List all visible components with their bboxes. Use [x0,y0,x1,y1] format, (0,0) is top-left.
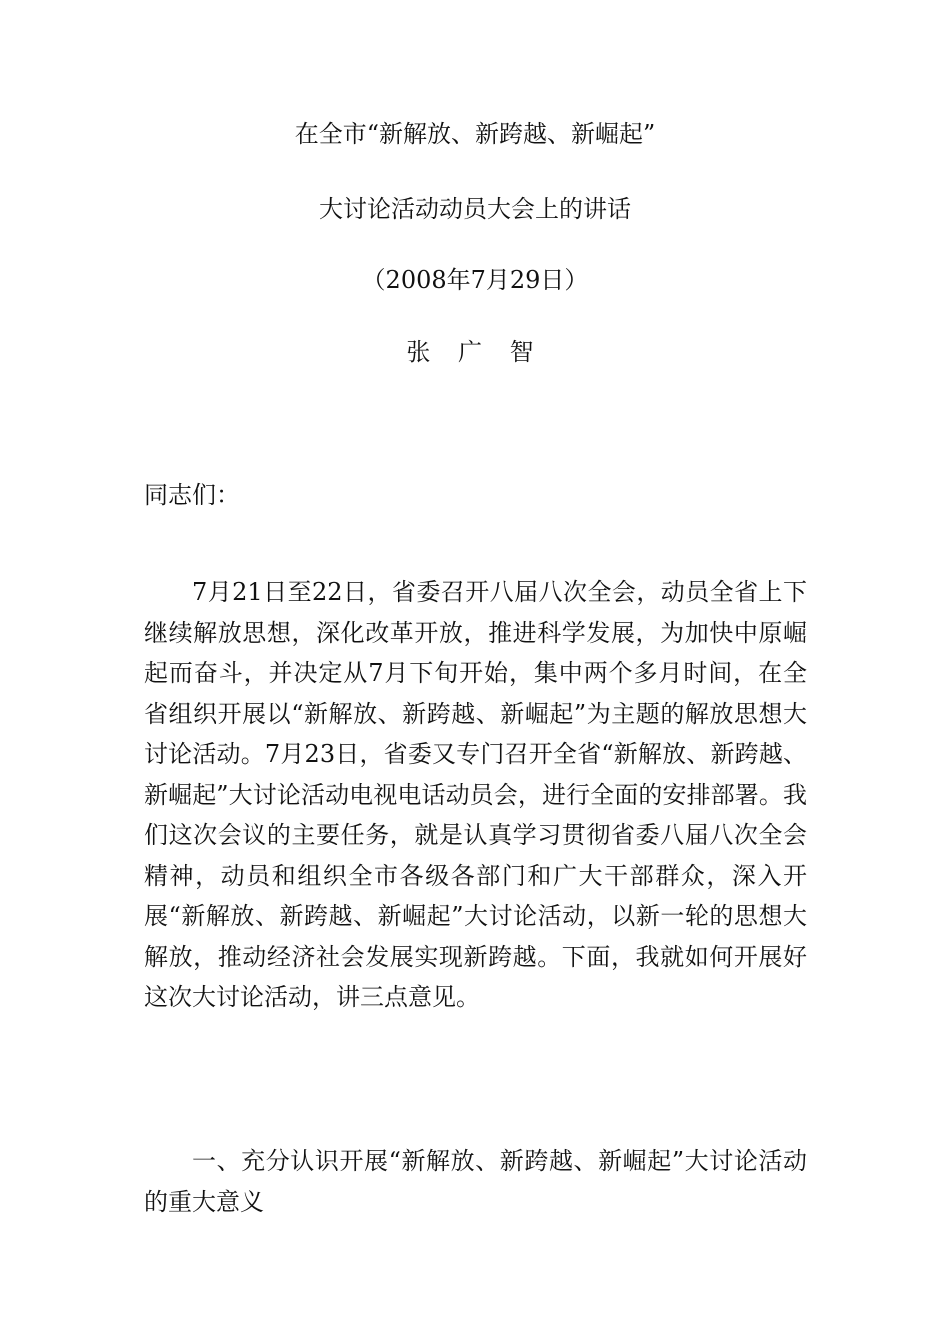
section-heading-1: 一、充分认识开展“新解放、新跨越、新崛起”大讨论活动的重大意义 [144,1147,807,1216]
body-paragraph-1: 7月21日至22日，省委召开八届八次全会，动员全省上下继续解放思想，深化改革开放，推进科学发展，为加快中原崛起而奋斗，并决定从7月下旬开始，集中两个多月时间，在全省组织开展以“新解放、新跨越、新崛起”为主题的解放思想大讨论活动。7月23日，省委又专门召开全省“新解放、新跨越、新崛起”大讨论活动电视电话动员会，进行全面的安排部署。我们这次会议的主要任务，就是认真学习贯彻省委八届八次全会精神，动员和组织全市各级各部门和广大干部群众，深入开展“新解放、新跨越、新崛起”大讨论活动，以新一轮的思想大解放，推动经济社会发展实现新跨越。下面，我就如何开展好这次大讨论活动，讲三点意见。 [144,578,807,1011]
speech-title-line-2: 大讨论活动动员大会上的讲话 [319,195,631,223]
speech-author: 张 广 智 [406,338,544,366]
speech-title-line-1: 在全市“新解放、新跨越、新崛起” [294,120,656,148]
speech-date: （2008年7月29日） [361,266,589,294]
salutation: 同志们： [144,481,240,509]
